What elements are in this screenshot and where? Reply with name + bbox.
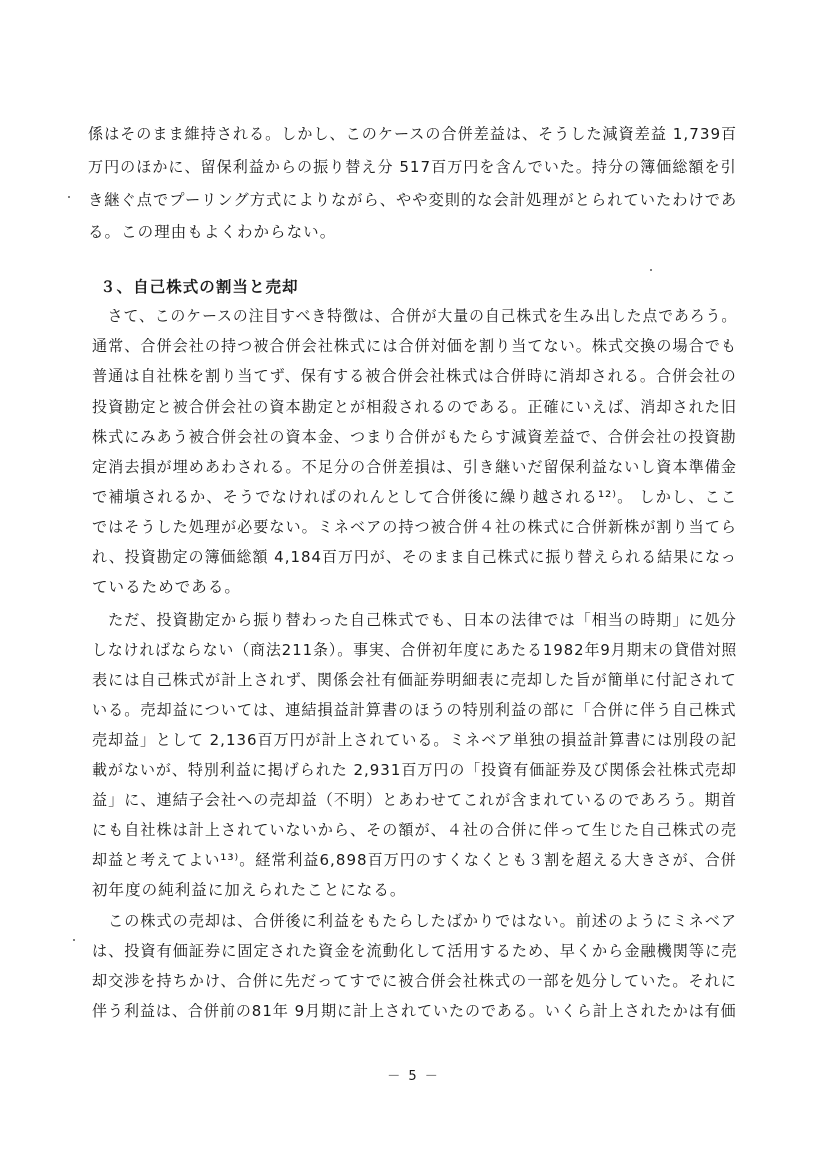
text-line: 益」に、連結子会社への売却益（不明）とあわせてこれが含まれているのであろう。期首 bbox=[92, 791, 738, 809]
text-line: 表には自己株式が計上されず、関係会社有価証券明細表に売却した旨が簡単に付記されて bbox=[92, 671, 737, 689]
text-line: 却交渉を持ちかけ、合併に先だってすでに被合併会社株式の一部を処分していた。それに bbox=[92, 972, 737, 990]
text-line: 万円のほかに、留保利益からの振り替え分 517百万円を含んでいた。持分の簿価総額を引 bbox=[88, 158, 737, 176]
text-line: 定消去損が埋めあわされる。不足分の合併差損は、引き継いだ留保利益ないし資本準備金 bbox=[92, 458, 738, 476]
text-line: この株式の売却は、合併後に利益をもたらしたばかりではない。前述のようにミネベア bbox=[92, 912, 738, 930]
text-line: さて、このケースの注目すべき特徴は、合併が大量の自己株式を生み出した点であろう。 bbox=[92, 307, 738, 325]
scan-speck bbox=[650, 269, 652, 271]
text-line: しなければならない（商法211条）。事実、合併初年度にあたる1982年9月期末の貸借対照 bbox=[92, 641, 738, 659]
text-line: 普通は自社株を割り当てず、保有する被合併会社株式は合併時に消却される。合併会社の bbox=[92, 367, 737, 385]
text-line: で補塡されるか、そうでなければのれんとして合併後に繰り越される¹²⁾。 しかし、ここ bbox=[92, 488, 738, 506]
scan-speck bbox=[68, 196, 70, 198]
text-line: 係はそのまま維持される。しかし、このケースの合併差益は、そうした減資差益 1,739百 bbox=[88, 125, 738, 143]
text-line: 通常、合併会社の持つ被合併会社株式には合併対価を割り当てない。株式交換の場合でも bbox=[92, 337, 738, 355]
text-line: ではそうした処理が必要ない。ミネベアの持つ被合併４社の株式に合併新株が割り当てら bbox=[92, 518, 738, 536]
text-line: ただ、投資勘定から振り替わった自己株式でも、日本の法律では「相当の時期」に処分 bbox=[92, 611, 737, 629]
scan-speck bbox=[73, 939, 75, 941]
text-line: ているためである。 bbox=[92, 578, 241, 596]
text-line: 伴う利益は、合併前の81年 9月期に計上されていたのである。いくら計上されたかは有価 bbox=[92, 1002, 737, 1020]
text-line: き継ぐ点でプーリング方式によりながら、やや変則的な会計処理がとられていたわけであ bbox=[88, 191, 738, 209]
page-number: － 5 － bbox=[387, 1069, 440, 1084]
text-line: にも自社株は計上されていないから、その額が、４社の合併に伴って生じた自己株式の売 bbox=[92, 821, 738, 839]
text-line: れ、投資勘定の簿価総額 4,184百万円が、そのまま自己株式に振り替えられる結果になっ bbox=[92, 548, 737, 566]
text-line: いる。売却益については、連結損益計算書のほうの特別利益の部に「合併に伴う自己株式 bbox=[92, 701, 737, 719]
text-line: 投資勘定と被合併会社の資本勘定とが相殺されるのである。正確にいえば、消却された旧 bbox=[92, 398, 738, 416]
text-line: 初年度の純利益に加えられたことになる。 bbox=[92, 881, 407, 899]
text-line: は、投資有価証券に固定された資金を流動化して活用するため、早くから金融機関等に売 bbox=[92, 942, 738, 960]
text-line: 株式にみあう被合併会社の資本金、つまり合併がもたらす減資差益で、合併会社の投資勘 bbox=[92, 428, 737, 446]
section-heading: ３、自己株式の割当と売却 bbox=[100, 278, 299, 296]
text-line: る。この理由もよくわからない。 bbox=[88, 223, 337, 241]
text-line: 載がないが、特別利益に掲げられた 2,931百万円の「投資有価証券及び関係会社株式売却 bbox=[92, 761, 737, 779]
text-line: 却益と考えてよい¹³⁾。経常利益6,898百万円のすくなくとも３割を超える大きさが、合併 bbox=[92, 851, 737, 869]
text-line: 売却益」として 2,136百万円が計上されている。ミネベア単独の損益計算書には別段の記 bbox=[92, 731, 737, 749]
